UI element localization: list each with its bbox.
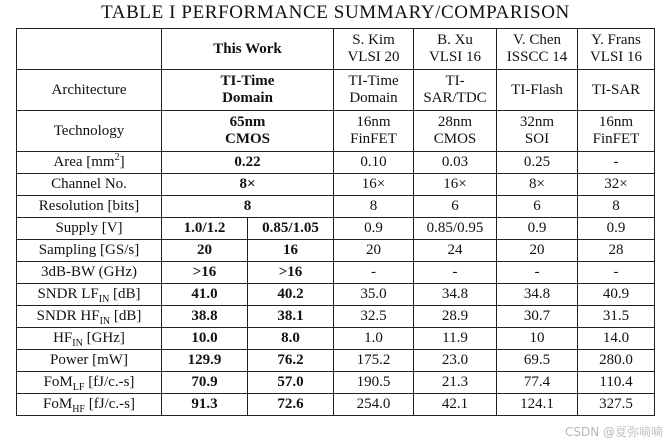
cell-fom-hf-this-work-2: 72.6 — [248, 394, 334, 416]
row-label-power: Power [mW] — [17, 350, 162, 372]
row-label-hfin: $HF_{IN}$ [GHz] — [17, 328, 162, 350]
table-row-fom-hf — [17, 394, 655, 416]
row-label-channel: Channel No. — [17, 174, 162, 196]
header-frans: Y. Frans VLSI 16 — [578, 29, 655, 70]
row-label-bw: 3dB-BW (GHz) — [17, 262, 162, 284]
cell-supply-this-work-1: 1.0/1.2 — [162, 218, 248, 240]
cell-resolution-xu: 6 — [414, 196, 497, 218]
cell-bw-chen: - — [497, 262, 578, 284]
header-row — [17, 29, 655, 70]
cell-supply-chen: 0.9 — [497, 218, 578, 240]
cell-sampling-kim: 20 — [334, 240, 414, 262]
cell-sndr-hf-xu: 28.9 — [414, 306, 497, 328]
row-label-area: Area $[mm^2]$ — [17, 152, 162, 174]
cell-fom-lf-this-work-1: 70.9 — [162, 372, 248, 394]
header-kim: S. Kim VLSI 20 — [334, 29, 414, 70]
table-row-technology — [17, 111, 655, 152]
watermark: CSDN @夏弥嘀嘀 — [564, 425, 663, 439]
table-row-architecture — [17, 70, 655, 111]
cell-sndr-lf-this-work-1: 41.0 — [162, 284, 248, 306]
cell-fom-lf-kim: 190.5 — [334, 372, 414, 394]
row-label-supply: Supply [V] — [17, 218, 162, 240]
cell-fom-lf-this-work-2: 57.0 — [248, 372, 334, 394]
cell-area-this-work: 0.22 — [162, 152, 334, 174]
cell-sndr-lf-xu: 34.8 — [414, 284, 497, 306]
cell-hfin-this-work-2: 8.0 — [248, 328, 334, 350]
cell-sndr-lf-frans: 40.9 — [578, 284, 655, 306]
cell-hfin-chen: 10 — [497, 328, 578, 350]
cell-power-xu: 23.0 — [414, 350, 497, 372]
cell-fom-hf-kim: 254.0 — [334, 394, 414, 416]
cell-resolution-chen: 6 — [497, 196, 578, 218]
cell-sndr-hf-chen: 30.7 — [497, 306, 578, 328]
cell-hfin-xu: 11.9 — [414, 328, 497, 350]
cell-hfin-this-work-1: 10.0 — [162, 328, 248, 350]
cell-channel-kim: 16× — [334, 174, 414, 196]
cell-fom-lf-chen: 77.4 — [497, 372, 578, 394]
cell-fom-hf-chen: 124.1 — [497, 394, 578, 416]
row-label-resolution: Resolution [bits] — [17, 196, 162, 218]
cell-sndr-hf-this-work-2: 38.1 — [248, 306, 334, 328]
cell-area-xu: 0.03 — [414, 152, 497, 174]
cell-power-this-work-1: 129.9 — [162, 350, 248, 372]
cell-fom-lf-frans: 110.4 — [578, 372, 655, 394]
row-label-sndr-hf: SNDR $HF_{IN}$ [dB] — [17, 306, 162, 328]
cell-bw-xu: - — [414, 262, 497, 284]
cell-architecture-chen: TI-Flash — [497, 70, 578, 111]
row-label-technology: Technology — [17, 111, 162, 152]
row-label-architecture: Architecture — [17, 70, 162, 111]
table-caption: TABLE I PERFORMANCE SUMMARY/COMPARISON — [101, 2, 570, 23]
table-row-fom-lf — [17, 372, 655, 394]
cell-architecture-this-work: TI-Time Domain — [162, 70, 334, 111]
cell-sampling-xu: 24 — [414, 240, 497, 262]
cell-fom-hf-xu: 42.1 — [414, 394, 497, 416]
row-label-sndr-lf: SNDR $LF_{IN}$ [dB] — [17, 284, 162, 306]
cell-technology-chen: 32nm SOI — [497, 111, 578, 152]
cell-power-this-work-2: 76.2 — [248, 350, 334, 372]
cell-power-chen: 69.5 — [497, 350, 578, 372]
cell-fom-hf-frans: 327.5 — [578, 394, 655, 416]
cell-sndr-lf-chen: 34.8 — [497, 284, 578, 306]
header-chen: V. Chen ISSCC 14 — [497, 29, 578, 70]
table-row-sampling — [17, 240, 655, 262]
row-label-fom-hf: FoM$_{HF}$ [fJ/c.-s] — [17, 394, 162, 416]
cell-sndr-lf-kim: 35.0 — [334, 284, 414, 306]
cell-technology-xu: 28nm CMOS — [414, 111, 497, 152]
header-xu: B. Xu VLSI 16 — [414, 29, 497, 70]
cell-sampling-frans: 28 — [578, 240, 655, 262]
cell-sndr-hf-kim: 32.5 — [334, 306, 414, 328]
header-empty-cell — [17, 29, 162, 70]
cell-bw-frans: - — [578, 262, 655, 284]
cell-architecture-xu: TI- SAR/TDC — [414, 70, 497, 111]
cell-bw-kim: - — [334, 262, 414, 284]
table-row-sndr-hf — [17, 306, 655, 328]
cell-supply-this-work-2: 0.85/1.05 — [248, 218, 334, 240]
table-row-supply — [17, 218, 655, 240]
cell-channel-frans: 32× — [578, 174, 655, 196]
cell-area-frans: - — [578, 152, 655, 174]
cell-architecture-frans: TI-SAR — [578, 70, 655, 111]
header-this-work: This Work — [162, 29, 334, 70]
table-row-power — [17, 350, 655, 372]
cell-technology-frans: 16nm FinFET — [578, 111, 655, 152]
cell-resolution-this-work: 8 — [162, 196, 334, 218]
cell-sndr-hf-frans: 31.5 — [578, 306, 655, 328]
cell-area-kim: 0.10 — [334, 152, 414, 174]
cell-area-chen: 0.25 — [497, 152, 578, 174]
cell-sndr-lf-this-work-2: 40.2 — [248, 284, 334, 306]
cell-bw-this-work-1: >16 — [162, 262, 248, 284]
cell-bw-this-work-2: >16 — [248, 262, 334, 284]
cell-technology-this-work: 65nm CMOS — [162, 111, 334, 152]
cell-power-frans: 280.0 — [578, 350, 655, 372]
cell-fom-lf-xu: 21.3 — [414, 372, 497, 394]
row-label-fom-lf: FoM$_{LF}$ [fJ/c.-s] — [17, 372, 162, 394]
cell-technology-kim: 16nm FinFET — [334, 111, 414, 152]
cell-sndr-hf-this-work-1: 38.8 — [162, 306, 248, 328]
cell-sampling-this-work-1: 20 — [162, 240, 248, 262]
cell-resolution-frans: 8 — [578, 196, 655, 218]
cell-hfin-kim: 1.0 — [334, 328, 414, 350]
table-row-area — [17, 152, 655, 174]
performance-comparison-table — [16, 28, 655, 416]
cell-sampling-this-work-2: 16 — [248, 240, 334, 262]
table-row-channel — [17, 174, 655, 196]
cell-architecture-kim: TI-Time Domain — [334, 70, 414, 111]
cell-hfin-frans: 14.0 — [578, 328, 655, 350]
table-row-resolution — [17, 196, 655, 218]
table-row-bw — [17, 262, 655, 284]
cell-channel-xu: 16× — [414, 174, 497, 196]
row-label-sampling: Sampling [GS/s] — [17, 240, 162, 262]
cell-channel-this-work: 8× — [162, 174, 334, 196]
cell-channel-chen: 8× — [497, 174, 578, 196]
cell-supply-kim: 0.9 — [334, 218, 414, 240]
cell-supply-frans: 0.9 — [578, 218, 655, 240]
cell-supply-xu: 0.85/0.95 — [414, 218, 497, 240]
cell-resolution-kim: 8 — [334, 196, 414, 218]
table-row-hfin — [17, 328, 655, 350]
cell-sampling-chen: 20 — [497, 240, 578, 262]
cell-fom-hf-this-work-1: 91.3 — [162, 394, 248, 416]
cell-power-kim: 175.2 — [334, 350, 414, 372]
table-row-sndr-lf — [17, 284, 655, 306]
